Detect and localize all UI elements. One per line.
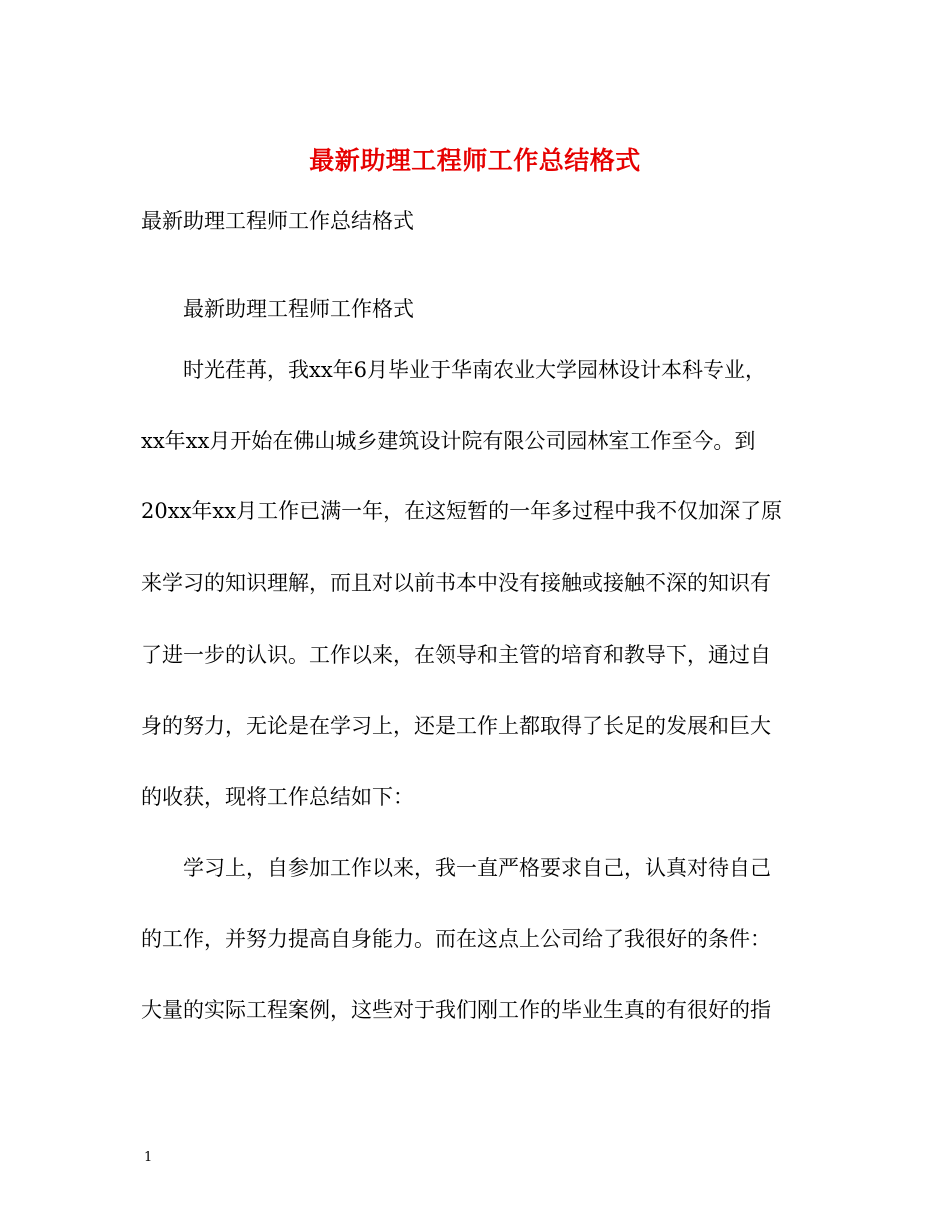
body-line-3: 时光荏苒，我xx年6月毕业于华南农业大学园林设计本科专业， — [183, 358, 767, 382]
body-line-7: 了进一步的认识。工作以来，在领导和主管的培育和教导下，通过自 — [141, 643, 771, 667]
body-line-1: 最新助理工程师工作总结格式 — [141, 209, 414, 233]
body-line-6: 来学习的知识理解，而且对以前书本中没有接触或接触不深的知识有 — [141, 571, 771, 595]
body-line-11: 的工作，并努力提高自身能力。而在这点上公司给了我很好的条件： — [141, 927, 771, 951]
body-line-9: 的收获，现将工作总结如下： — [141, 785, 414, 809]
body-line-5: 20xx年xx月工作已满一年，在这短暂的一年多过程中我不仅加深了原 — [141, 499, 783, 523]
document-title: 最新助理工程师工作总结格式 — [309, 146, 641, 175]
body-line-10: 学习上，自参加工作以来，我一直严格要求自己，认真对待自己 — [183, 856, 771, 880]
body-line-2: 最新助理工程师工作格式 — [183, 297, 414, 321]
page-number: 1 — [144, 1150, 153, 1165]
body-line-8: 身的努力，无论是在学习上，还是工作上都取得了长足的发展和巨大 — [141, 714, 771, 738]
body-line-12: 大量的实际工程案例，这些对于我们刚工作的毕业生真的有很好的指 — [141, 998, 771, 1022]
body-line-4: xx年xx月开始在佛山城乡建筑设计院有限公司园林室工作至今。到 — [141, 429, 756, 453]
